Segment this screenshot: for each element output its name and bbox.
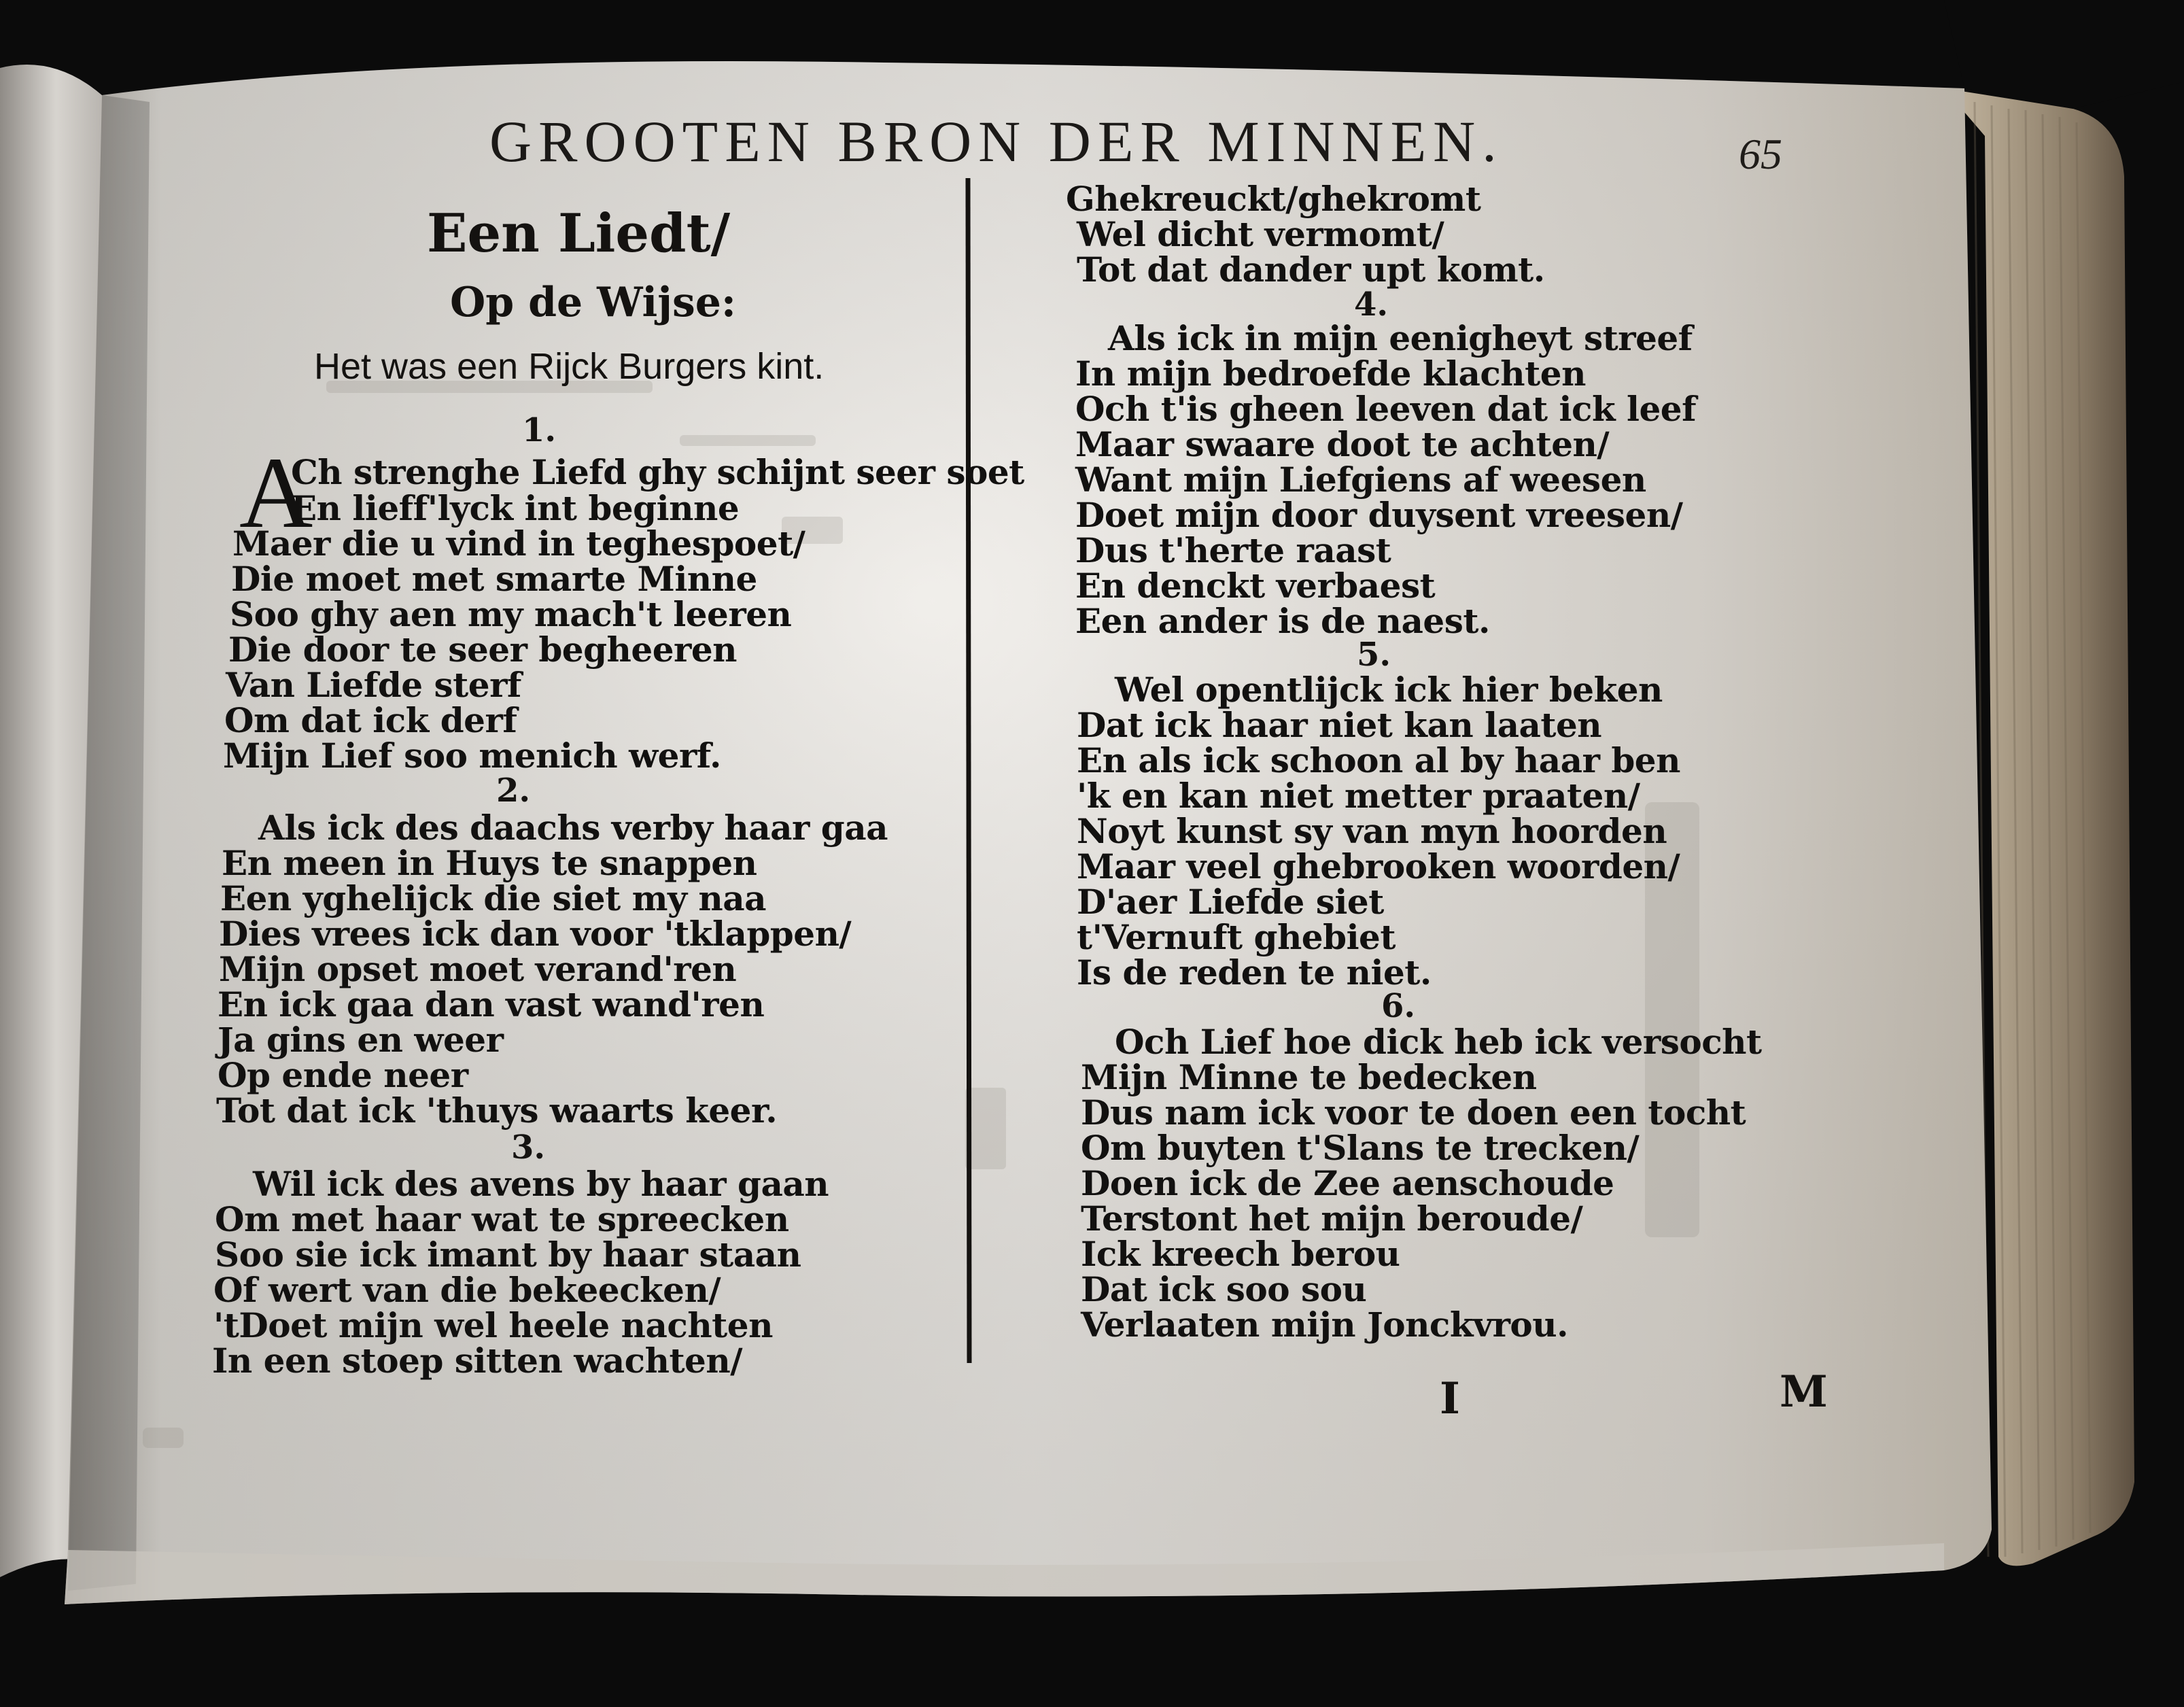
verse-line: Soo sie ick imant by haar staan bbox=[215, 1235, 801, 1275]
verse-line: Maer die u vind in teghespoet/ bbox=[232, 523, 805, 564]
page-number: 65 bbox=[1739, 130, 1782, 178]
verse-number: 4. bbox=[1354, 286, 1389, 324]
verse-line: En ick gaa dan vast wand'ren bbox=[218, 984, 765, 1024]
verse-line: Ja gins en weer bbox=[218, 1020, 504, 1060]
verse-line: Ick kreech berou bbox=[1081, 1234, 1400, 1274]
verse-line: Och t'is gheen leeven dat ick leef bbox=[1075, 389, 1697, 429]
verse-line: Soo ghy aen my mach't leeren bbox=[230, 594, 792, 634]
verse-line: Dat ick soo sou bbox=[1081, 1269, 1367, 1309]
verse-line: Mijn opset moet verand'ren bbox=[219, 949, 737, 989]
verse-line: Maar veel ghebrooken woorden/ bbox=[1077, 846, 1680, 886]
verse-line: Wel opentlijck ick hier beken bbox=[1115, 670, 1663, 710]
verse-line: Op ende neer bbox=[218, 1055, 468, 1095]
verse-line: 'k en kan niet metter praaten/ bbox=[1077, 776, 1640, 816]
drop-cap: A bbox=[239, 436, 313, 549]
verse-line: Mijn Lief soo menich werf. bbox=[223, 736, 721, 776]
verse-line: Een yghelijck die siet my naa bbox=[220, 878, 767, 918]
signature-mark: I bbox=[1440, 1373, 1460, 1424]
verse-line: Verlaaten mijn Jonckvrou. bbox=[1081, 1305, 1569, 1345]
verse-line: Als ick des daachs verby haar gaa bbox=[258, 808, 888, 848]
verse-line: En als ick schoon al by haar ben bbox=[1077, 740, 1680, 780]
verse-line: Een ander is de naest. bbox=[1075, 601, 1490, 641]
running-head: GROOTEN BRON DER MINNEN. bbox=[489, 109, 1504, 174]
tune-label: Op de Wijse: bbox=[450, 279, 737, 326]
verse-line: 'tDoet mijn wel heele nachten bbox=[213, 1305, 773, 1345]
verse-line: Noyt kunst sy van myn hoorden bbox=[1077, 811, 1667, 851]
verse-line: Van Liefde sterf bbox=[226, 665, 521, 705]
verse-number: 2. bbox=[496, 772, 531, 810]
verse-number: 1. bbox=[522, 411, 557, 449]
verse-line: Dat ick haar niet kan laaten bbox=[1077, 705, 1602, 745]
verse-line: En lieff'lyck int beginne bbox=[291, 488, 740, 528]
verse-line: Ghekreuckt/ghekromt bbox=[1066, 179, 1481, 219]
verse-line: En denckt verbaest bbox=[1075, 566, 1436, 606]
verse-line: Tot dat ick 'thuys waarts keer. bbox=[216, 1090, 778, 1131]
verse-number: 3. bbox=[511, 1128, 546, 1167]
song-title: Een Liedt/ bbox=[427, 203, 731, 264]
verse-line: In mijn bedroefde klachten bbox=[1075, 354, 1586, 394]
verse-line: Die moet met smarte Minne bbox=[231, 559, 757, 599]
verse-line: t'Vernuft ghebiet bbox=[1077, 917, 1396, 957]
verse-line: Ch strenghe Liefd ghy schijnt seer soet bbox=[291, 452, 1024, 492]
verse-line: Och Lief hoe dick heb ick versocht bbox=[1115, 1022, 1762, 1062]
verse-line: Tot dat dander upt komt. bbox=[1077, 249, 1545, 290]
verse-line: Om met haar wat te spreecken bbox=[215, 1199, 789, 1239]
verse-number: 6. bbox=[1381, 987, 1416, 1025]
catchword: M bbox=[1780, 1366, 1828, 1417]
column-rule bbox=[968, 178, 969, 1363]
verse-line: Om buyten t'Slans te trecken/ bbox=[1081, 1128, 1640, 1168]
verse-line: Terstont het mijn beroude/ bbox=[1081, 1199, 1583, 1239]
verse-line: Dies vrees ick dan voor 'tklappen/ bbox=[219, 914, 852, 954]
verse-line: Want mijn Liefgiens af weesen bbox=[1075, 460, 1646, 500]
verse-line: In een stoep sitten wachten/ bbox=[212, 1341, 742, 1381]
verse-line: D'aer Liefde siet bbox=[1077, 882, 1384, 922]
verse-line: Die door te seer begheeren bbox=[228, 630, 738, 670]
verse-line: Doet mijn door duysent vreesen/ bbox=[1075, 495, 1683, 535]
verse-line: Is de reden te niet. bbox=[1077, 952, 1432, 993]
tune-name: Het was een Rijck Burgers kint. bbox=[314, 346, 825, 387]
verse-line: En meen in Huys te snappen bbox=[222, 843, 757, 883]
verse-line: Of wert van die bekeecken/ bbox=[213, 1270, 721, 1310]
verse-line: Doen ick de Zee aenschoude bbox=[1081, 1163, 1614, 1203]
verse-line: Maar swaare doot te achten/ bbox=[1075, 424, 1610, 464]
verse-line: Wil ick des avens by haar gaan bbox=[253, 1164, 829, 1204]
verse-line: Mijn Minne te bedecken bbox=[1081, 1057, 1537, 1097]
verse-line: Om dat ick derf bbox=[224, 700, 517, 740]
verse-line: Dus nam ick voor te doen een tocht bbox=[1081, 1092, 1746, 1133]
verse-line: Dus t'herte raast bbox=[1075, 530, 1391, 570]
verse-line: Als ick in mijn eenigheyt streef bbox=[1108, 318, 1693, 358]
verse-line: Wel dicht vermomt/ bbox=[1077, 214, 1444, 254]
verse-number: 5. bbox=[1357, 636, 1391, 674]
